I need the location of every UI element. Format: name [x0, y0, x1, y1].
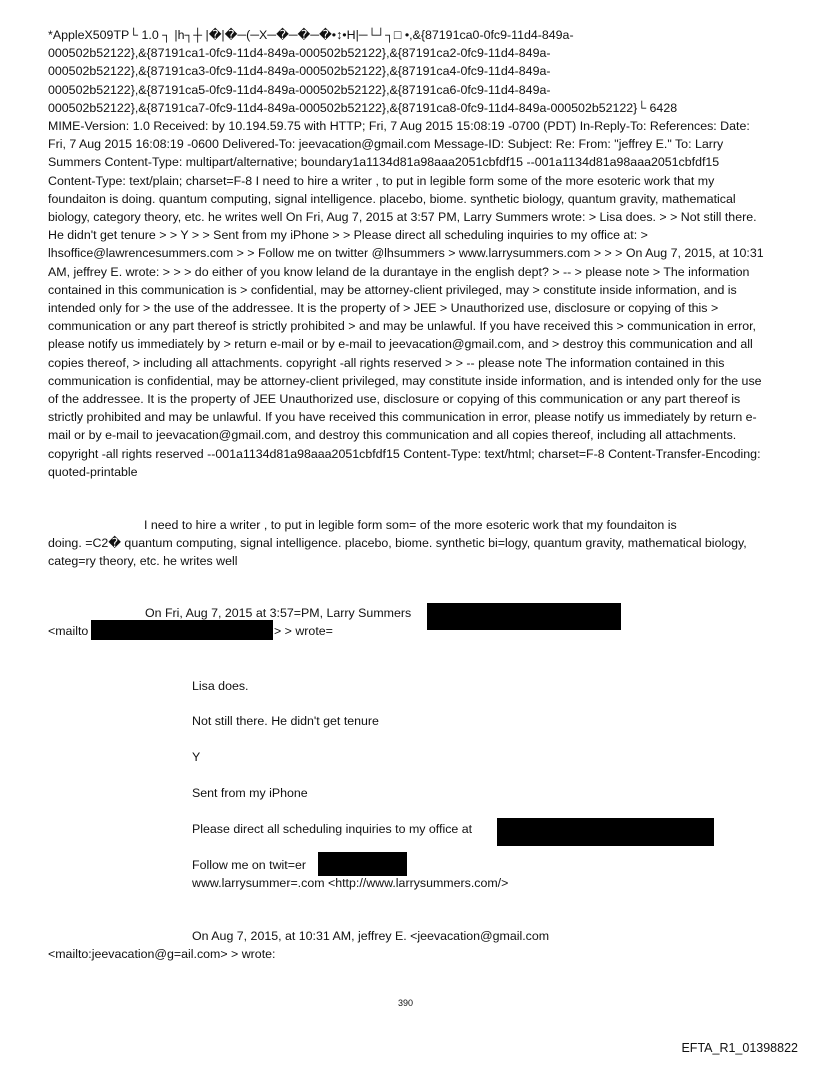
header-line-5: 000502b52122},&{87191ca7-0fc9-11d4-849a-000502b52122},&{87191ca8-0fc9-11d4-849a-000502b52122}└ 6428 [48, 100, 678, 115]
email-raw-text [48, 26, 770, 481]
quote-header-line-1: On Fri, Aug 7, 2015 at 3:57=PM, Larry Summers [145, 606, 412, 620]
redaction-box [497, 818, 714, 846]
header-line-2: 000502b52122},&{87191ca1-0fc9-11d4-849a-000502b52122},&{87191ca2-0fc9-11d4-849a- [48, 46, 551, 61]
redaction-box [91, 620, 273, 640]
html-part-first-line: I need to hire a writer , to put in legible form som= of the more esoteric work that my foundaiton is [144, 518, 677, 532]
quoted-y: Y [192, 750, 201, 764]
bates-number: EFTA_R1_01398822 [681, 1041, 798, 1055]
redaction-box [427, 603, 621, 630]
header-line-1: *AppleX509TP└ 1.0 ┐ |h┐┼ |�|�─(─X─�─�─�•↕•H|─└┘┐□ •,&{87191ca0-0fc9-11d4-849a- [48, 28, 574, 42]
header-line-4: 000502b52122},&{87191ca5-0fc9-11d4-849a-000502b52122},&{87191ca6-0fc9-11d4-849a- [48, 82, 551, 97]
email-body-plaintext: MIME-Version: 1.0 Received: by 10.194.59.75 with HTTP; Fri, 7 Aug 2015 15:08:19 -0700 (PDT) In-Reply-To: References: Date: Fri, 7 Aug 2015 16:08:19 -0600 Delivered-To: jeevacation@gmail.com Message-ID: Subject: Re: From: "jeffrey E." To: Larry Summers Content-Type: multipart/alternative; boundary1a1134d81a98aaa2051cbfdf15 --001a1134d81a98aaa2051cbfdf15 Content-Type: text/plain; charset=F-8 I need to hire a writer , to put in legible form some of the more esoteric work that my foundaiton is doing. quantum computing, signal intelligence. placebo, biome. synthetic biology, quantum gravity, mathematical biology, category theory, etc. he writes well On Fri, Aug 7, 2015 at 3:57 PM, Larry Summers wrote: > Lisa does. > > Not still there. He didn't get tenure > > Y > > Sent from my iPhone > > Please direct all scheduling inquiries to my office at: > lhsoffice@lawrencesummers.com > > Follow me on twitter @lhsummers > www.larrysummers.com > > > On Aug 7, 2015, at 10:31 AM, jeffrey E. wrote: > > > do either of you know leland de la durantaye in the english dept? > -- > please note > The information contained in this communication is > confidential, may be attorney-client privileged, may > constitute inside information, and is intended only for > the use of the addressee. It is the property of > JEE > Unauthorized use, disclosure or copying of this > communication or any part thereof is strictly prohibited > and may be unlawful. If you have received this > communication in error, please notify us immediately by > return e-mail or by e-mail to jeevacation@gmail.com, and > destroy this communication and all copies thereof, > including all attachments. copyright -all rights reserved > > -- please note The information contained in this communication is confidential, may be attorney-client privileged, may constitute inside information, and is intended only for the use of the addressee. It is the property of JEE Unauthorized use, disclosure or copying of this communication or any part thereof is strictly prohibited and may be unlawful. If you have received this communication in error, please notify us immediately by return e-mail or by e-mail to jeevacation@gmail.com, and destroy this communication and all copies thereof, including all attachments. copyright -all rights reserved --001a1134d81a98aaa2051cbfdf15 Content-Type: text/html; charset=F-8 Content-Transfer-Encoding: quoted-printable [48, 119, 764, 479]
quoted-lisa: Lisa does. [192, 679, 249, 693]
quote-header-mailto: <mailto [48, 624, 89, 638]
quoted-scheduling: Please direct all scheduling inquiries to my office at [192, 822, 473, 836]
quote-header-wrote: > > wrote= [274, 624, 333, 638]
inner-quote-line-1: On Aug 7, 2015, at 10:31 AM, jeffrey E. <jeevacation@gmail.com [192, 929, 550, 943]
quoted-site: www.larrysummer=.com <http://www.larrysummers.com/> [192, 876, 509, 890]
quoted-follow: Follow me on twit=er [192, 858, 306, 872]
page-number: 390 [398, 998, 414, 1008]
html-part [48, 516, 770, 571]
quoted-tenure: Not still there. He didn't get tenure [192, 714, 379, 728]
header-line-3: 000502b52122},&{87191ca3-0fc9-11d4-849a-000502b52122},&{87191ca4-0fc9-11d4-849a- [48, 64, 551, 79]
html-part-rest: doing. =C2� quantum computing, signal intelligence. placebo, biome. synthetic bi=logy, quantum gravity, mathematical biology, categ=ry theory, etc. he writes well [48, 536, 747, 569]
redaction-box [318, 852, 407, 876]
inner-quote-line-2: <mailto:jeevacation@g=ail.com> > wrote: [48, 947, 276, 961]
quoted-sent: Sent from my iPhone [192, 786, 308, 800]
